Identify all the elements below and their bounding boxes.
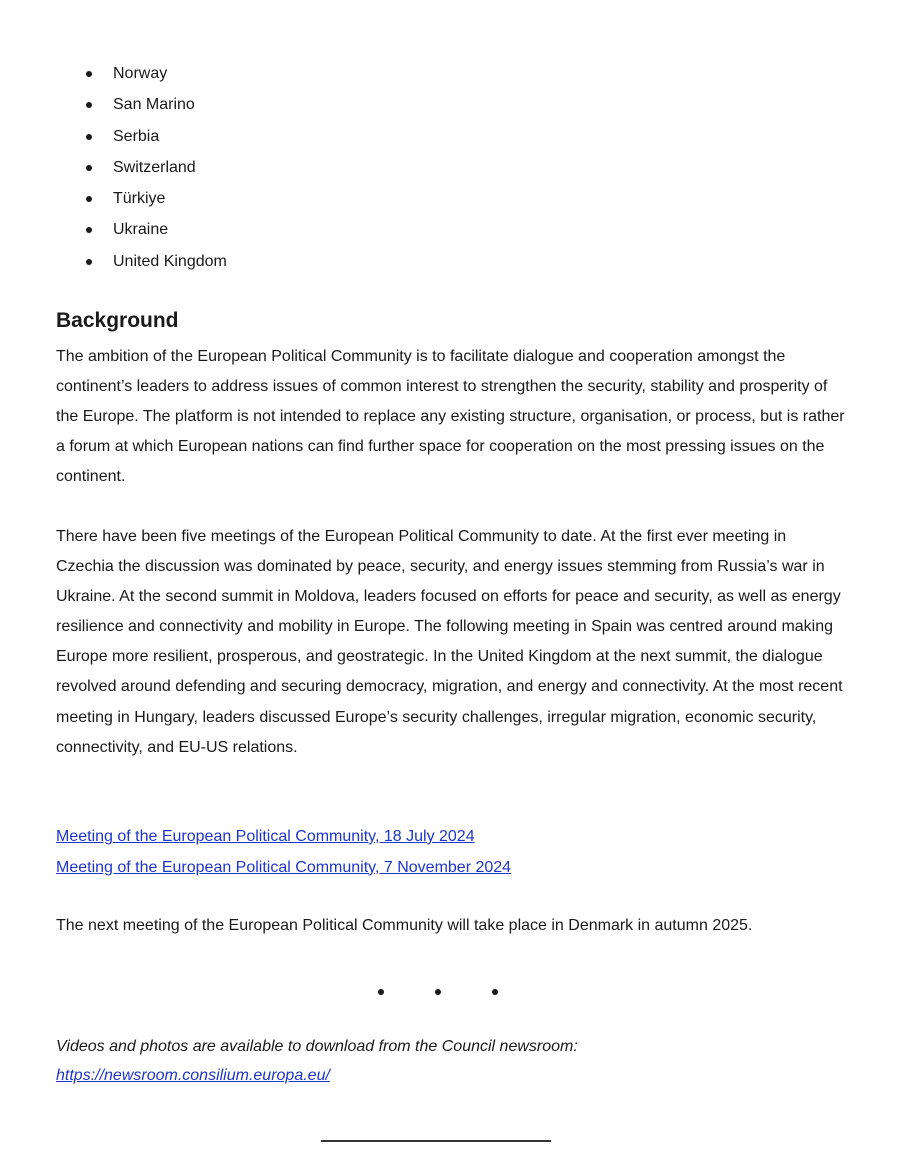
next-meeting-text: The next meeting of the European Political Community will take place in Denmark in autumn 2025. — [56, 917, 753, 934]
meeting-links — [56, 822, 511, 883]
separator-dot-icon — [378, 989, 384, 995]
list-item — [57, 183, 227, 214]
country-name: Serbia — [113, 127, 160, 145]
country-name: Ukraine — [113, 221, 169, 239]
bullet-icon — [86, 259, 92, 265]
bullet-icon — [86, 134, 92, 140]
list-item — [57, 58, 227, 89]
country-name: Norway — [113, 65, 168, 82]
bullet-icon — [86, 196, 92, 202]
background-paragraph-2: There have been five meetings of the European Political Community to date. At the first ever meeting in Czechia the discussion was dominated by peace, security, and energy issues stemming from Russia’s war in Ukraine. At the second summit in Moldova, leaders focused on efforts for peace and security, as well as energy resilience and connectivity and mobility in Europe. The following meeting in Spain was centred around making Europe more resilient, prosperous, and geostrategic. In the United Kingdom at the next summit, the dialogue revolved around defending and securing democracy, migration, and energy and connectivity. At the most recent meeting in Hungary, leaders discussed Europe’s security challenges, irregular migration, economic security, connectivity, and EU-US relations. — [56, 528, 843, 756]
list-item — [57, 89, 227, 120]
meeting-link-november-2024[interactable]: Meeting of the European Political Community, 7 November 2024 — [56, 858, 512, 876]
bullet-icon — [86, 165, 92, 171]
meeting-link-july-2024[interactable]: Meeting of the European Political Community, 18 July 2024 — [56, 828, 475, 845]
background-heading: Background — [56, 309, 179, 332]
footer-rule — [321, 1140, 551, 1142]
list-item — [57, 214, 227, 245]
media-note-text: Videos and photos are available to download from the Council newsroom: — [56, 1038, 578, 1055]
separator-dot-icon — [435, 989, 441, 995]
bullet-icon — [86, 71, 92, 77]
list-item — [57, 152, 227, 183]
country-name: Türkiye — [113, 190, 166, 208]
list-item — [57, 246, 227, 277]
bullet-icon — [86, 102, 92, 108]
country-list — [57, 58, 227, 277]
newsroom-link[interactable]: https://newsroom.consilium.europa.eu/ — [56, 1066, 330, 1084]
list-item — [57, 121, 227, 152]
country-name: United Kingdom — [113, 252, 227, 270]
separator-dot-icon — [492, 989, 498, 995]
background-paragraph-1: The ambition of the European Political Community is to facilitate dialogue and cooperation amongst the continent’s leaders to address issues of common interest to strengthen the security, stability and prosperity of the Europe. The platform is not intended to replace any existing structure, organisation, or process, but is rather a forum at which European nations can find further space for cooperation on the most pressing issues on the continent. — [56, 348, 845, 486]
country-name: Switzerland — [113, 158, 196, 176]
bullet-icon — [86, 227, 92, 233]
country-name: San Marino — [113, 96, 195, 114]
media-note — [56, 1033, 578, 1090]
section-separator — [0, 983, 900, 1003]
